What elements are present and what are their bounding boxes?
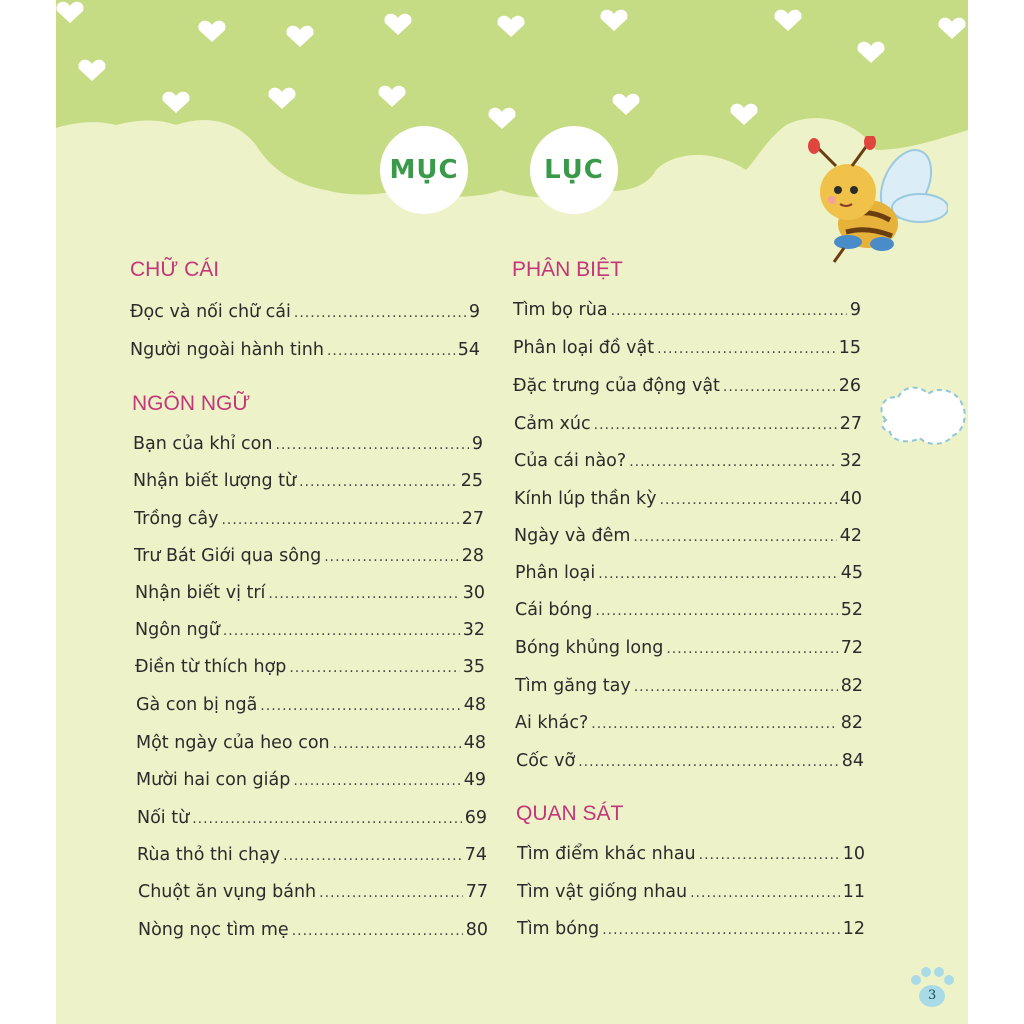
toc-entry[interactable] [515,563,863,587]
section-heading: QUAN SÁT [516,802,624,825]
bee-icon [796,136,948,266]
entry-page: 9 [849,300,861,320]
entry-title: Ngôn ngữ [135,620,220,640]
leader-dots [192,811,462,827]
leader-dots [634,679,838,695]
entry-page: 42 [839,526,862,546]
entry-title: Ai khác? [515,713,589,733]
toc-entry[interactable] [135,583,485,607]
entry-title: Một ngày của heo con [136,733,330,753]
leader-dots [268,586,459,602]
entry-title: Nhận biết vị trí [135,583,266,603]
toc-entry[interactable] [513,338,861,362]
book-page [56,0,968,1024]
leader-dots [660,492,837,508]
leader-dots [595,603,837,619]
entry-page: 25 [460,471,483,491]
toc-entry[interactable] [134,546,484,570]
entry-page: 40 [839,489,862,509]
toc-entry[interactable] [517,882,865,906]
toc-entry[interactable] [514,489,862,513]
entry-title: Bóng khủng long [515,638,664,658]
leader-dots [591,716,837,732]
leader-dots [723,379,836,395]
leader-dots [324,549,459,565]
leader-dots [292,923,463,939]
toc-entry[interactable] [137,808,487,832]
toc-entry[interactable] [514,526,862,550]
leader-dots [690,885,840,901]
toc-entry[interactable] [133,471,483,495]
entry-page: 32 [839,451,862,471]
leader-dots [289,660,459,676]
entry-title: Nòng nọc tìm mẹ [138,920,289,940]
leader-dots [327,343,455,359]
entry-title: Trồng cây [134,509,219,529]
entry-page: 45 [840,563,863,583]
section-heading: NGÔN NGỮ [132,392,251,415]
entry-title: Phân loại [515,563,596,583]
entry-title: Tìm găng tay [515,676,631,696]
leader-dots [598,566,838,582]
section-heading: CHỮ CÁI [130,258,220,281]
entry-page: 52 [840,600,863,620]
entry-title: Chuột ăn vụng bánh [138,882,317,902]
leader-dots [333,736,461,752]
entry-page: 80 [465,920,488,940]
entry-title: Cảm xúc [514,414,591,434]
leader-dots [221,512,458,528]
entry-page: 28 [461,546,484,566]
toc-entry[interactable] [135,657,485,681]
leader-dots [633,529,836,545]
entry-title: Người ngoài hành tinh [130,340,324,360]
leader-dots [657,341,836,357]
title-circle-2 [530,126,618,214]
toc-entry[interactable] [513,376,861,400]
toc-entry[interactable] [517,844,865,868]
entry-page: 12 [842,919,865,939]
entry-page: 10 [842,844,865,864]
leader-dots [283,848,462,864]
entry-title: Của cái nào? [514,451,627,471]
toc-entry[interactable] [515,713,863,737]
entry-page: 84 [841,751,864,771]
leader-dots [594,417,837,433]
entry-page: 69 [464,808,487,828]
entry-page: 48 [463,733,486,753]
entry-page: 15 [838,338,861,358]
entry-title: Điền từ thích hợp [135,657,287,677]
leader-dots [293,773,460,789]
entry-page: 9 [468,302,480,322]
entry-page: 9 [471,434,483,454]
cloud-icon [876,380,968,450]
entry-page: 49 [463,770,486,790]
entry-page: 30 [462,583,485,603]
leader-dots [299,474,458,490]
entry-page: 48 [463,695,486,715]
entry-title: Đặc trưng của động vật [513,376,720,396]
toc-entry[interactable] [138,882,488,906]
leader-dots [260,698,460,714]
entry-title: Tìm điểm khác nhau [517,844,696,864]
toc-entry[interactable] [130,340,480,364]
title-circle-1 [380,126,468,214]
entry-title: Kính lúp thần kỳ [514,489,657,509]
toc-entry[interactable] [137,845,487,869]
leader-dots [578,754,839,770]
entry-page: 54 [457,340,480,360]
toc-entry[interactable] [514,414,862,438]
toc-entry[interactable] [133,434,483,458]
entry-title: Trư Bát Giới qua sông [134,546,322,566]
page-number: 3 [928,988,937,1003]
entry-page: 77 [465,882,488,902]
toc-entry[interactable] [515,600,863,624]
entry-page: 82 [840,676,863,696]
entry-title: Rùa thỏ thi chạy [137,845,281,865]
leader-dots [666,641,837,657]
title-word-1: MỤC [389,155,459,185]
leader-dots [629,454,837,470]
toc-entry[interactable] [136,695,486,719]
entry-title: Cốc vỡ [516,751,576,771]
entry-page: 82 [840,713,863,733]
leader-dots [319,885,463,901]
entry-page: 11 [842,882,865,902]
toc-entry[interactable] [516,751,864,775]
toc-entry[interactable] [138,920,488,944]
entry-title: Phân loại đồ vật [513,338,655,358]
toc-entry[interactable] [513,300,861,324]
entry-title: Nhận biết lượng từ [133,471,297,491]
entry-title: Ngày và đêm [514,526,631,546]
entry-page: 74 [464,845,487,865]
leader-dots [699,847,840,863]
leader-dots [223,623,460,639]
entry-title: Tìm bóng [517,919,600,939]
entry-page: 27 [461,509,484,529]
leader-dots [275,437,468,453]
toc-entry[interactable] [135,620,485,644]
toc-entry[interactable] [134,509,484,533]
toc-entry[interactable] [136,770,486,794]
entry-page: 26 [838,376,861,396]
entry-page: 72 [840,638,863,658]
toc-entry[interactable] [136,733,486,757]
entry-title: Nối từ [137,808,190,828]
entry-title: Đọc và nối chữ cái [130,302,291,322]
toc-entry[interactable] [514,451,862,475]
entry-page: 35 [462,657,485,677]
entry-title: Tìm vật giống nhau [517,882,688,902]
entry-title: Bạn của khỉ con [133,434,273,454]
entry-title: Mười hai con giáp [136,770,291,790]
toc-entry[interactable] [515,676,863,700]
title-word-2: LỤC [544,155,604,185]
entry-title: Cái bóng [515,600,593,620]
toc-entry[interactable] [517,919,865,943]
leader-dots [611,303,847,319]
section-heading: PHÂN BIỆT [512,258,623,281]
entry-title: Gà con bị ngã [136,695,258,715]
toc-entry[interactable] [515,638,863,662]
toc-entry[interactable] [130,302,480,326]
entry-title: Tìm bọ rùa [513,300,608,320]
entry-page: 32 [462,620,485,640]
leader-dots [602,922,840,938]
entry-page: 27 [839,414,862,434]
leader-dots [294,305,466,321]
